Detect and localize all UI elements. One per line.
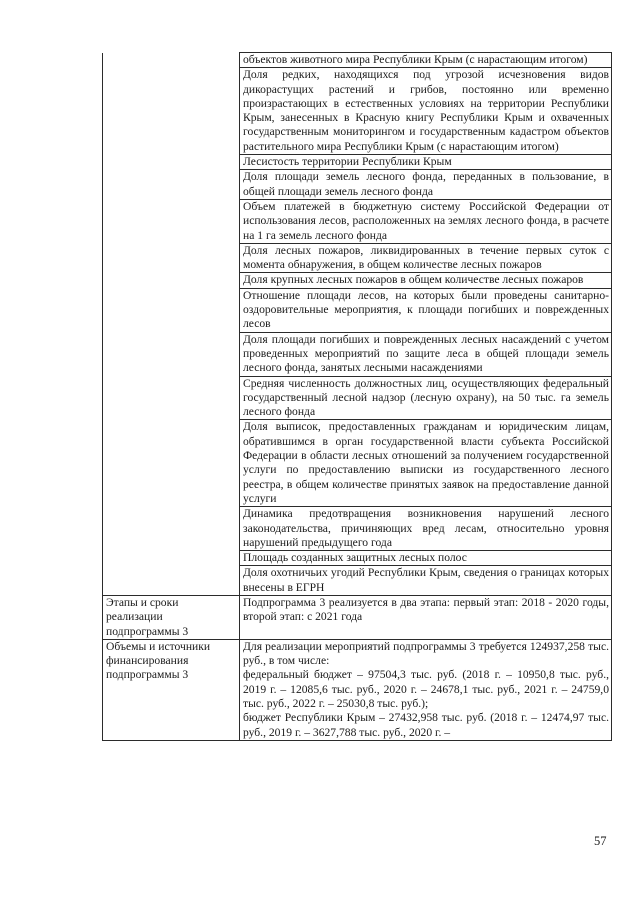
indicator-cell: Площадь созданных защитных лесных полос (240, 551, 612, 566)
indicator-cell: Доля площади погибших и поврежденных лесных насаждений с учетом проведенных мероприятий по защите леса в общей площади земель лесного фонда, занятых лесными насаждениями (240, 332, 612, 376)
indicator-cell: Средняя численность должностных лиц, осуществляющих федеральный государственный лесной надзор (лесную охрану), на 50 тыс. га земель лесного фонда (240, 376, 612, 420)
empty-label-cell (103, 155, 240, 170)
empty-label-cell (103, 273, 240, 288)
empty-label-cell (103, 551, 240, 566)
empty-label-cell (103, 53, 240, 68)
table-row (103, 53, 612, 68)
indicator-cell: Доля выписок, предоставленных гражданам и юридическим лицам, обратившимся в орган государственной власти субъекта Российской Федерации в области лесных отношений за получением государственной услуги по предоставлению выписки из государственного лесного реестра, в общем количестве принятых заявок на предоставление данной услуги (240, 420, 612, 507)
table-row (103, 243, 612, 273)
table-row (103, 288, 612, 332)
funding-intro: Для реализации мероприятий подпрограммы 3 требуется 124937,258 тыс. руб., в том числе: (243, 639, 609, 668)
table-row (103, 595, 612, 639)
empty-label-cell (103, 199, 240, 243)
indicator-cell: Доля охотничьих угодий Республики Крым, сведения о границах которых внесены в ЕГРН (240, 566, 612, 596)
indicator-cell: объектов животного мира Республики Крым (с нарастающим итогом) (240, 53, 612, 68)
indicator-cell: Доля редких, находящихся под угрозой исчезновения видов дикорастущих растений и грибов, постоянно или временно произрастающих в естественных условиях на территории Республики Крым, занесенных в Красную книгу Республики Крым и охваченных государственным мониторингом и государственным кадастром объектов растительного мира Республики Крым (с нарастающим итогом) (240, 68, 612, 155)
indicator-cell: Доля лесных пожаров, ликвидированных в течение первых суток с момента обнаружения, в общем количестве лесных пожаров (240, 243, 612, 273)
indicator-cell: Объем платежей в бюджетную систему Российской Федерации от использования лесов, расположенных на землях лесного фонда, в расчете на 1 га земель лесного фонда (240, 199, 612, 243)
funding-text (240, 639, 612, 740)
empty-label-cell (103, 332, 240, 376)
table-row (103, 566, 612, 596)
indicator-cell: Доля площади земель лесного фонда, переданных в пользование, в общей площади земель лесного фонда (240, 170, 612, 200)
indicator-cell: Отношение площади лесов, на которых были проведены санитарно-оздоровительные мероприятия, к площади погибших и поврежденных лесов (240, 288, 612, 332)
table-row (103, 68, 612, 155)
empty-label-cell (103, 170, 240, 200)
table-row (103, 420, 612, 507)
table-row (103, 273, 612, 288)
stages-label: Этапы и сроки реализации подпрограммы 3 (103, 595, 240, 639)
empty-label-cell (103, 288, 240, 332)
table-row (103, 199, 612, 243)
empty-label-cell (103, 566, 240, 596)
table-row (103, 639, 612, 740)
funding-federal: федеральный бюджет – 97504,3 тыс. руб. (2018 г. – 10950,8 тыс. руб., 2019 г. – 12085,6 тыс. руб., 2020 г. – 24678,1 тыс. руб., 2021 г. – 24759,0 тыс. руб., 2022 г. – 25030,8 тыс. руб.); (243, 668, 609, 711)
subprogram-passport-table (102, 52, 612, 741)
table-row (103, 332, 612, 376)
empty-label-cell (103, 420, 240, 507)
page-number: 57 (594, 834, 607, 848)
funding-label: Объемы и источники финансирования подпрограммы 3 (103, 639, 240, 740)
empty-label-cell (103, 507, 240, 551)
empty-label-cell (103, 243, 240, 273)
indicator-cell: Лесистость территории Республики Крым (240, 155, 612, 170)
funding-regional: бюджет Республики Крым – 27432,958 тыс. руб. (2018 г. – 12474,97 тыс. руб., 2019 г. – 3627,788 тыс. руб., 2020 г. – (243, 711, 609, 739)
empty-label-cell (103, 68, 240, 155)
table-row (103, 376, 612, 420)
empty-label-cell (103, 376, 240, 420)
table-row (103, 551, 612, 566)
table-row (103, 507, 612, 551)
table-row (103, 155, 612, 170)
stages-text: Подпрограмма 3 реализуется в два этапа: первый этап: 2018 - 2020 годы, второй этап: с 2021 года (240, 595, 612, 639)
table-row (103, 170, 612, 200)
indicator-cell: Доля крупных лесных пожаров в общем количестве лесных пожаров (240, 273, 612, 288)
indicator-cell: Динамика предотвращения возникновения нарушений лесного законодательства, причиняющих вред лесам, относительно уровня нарушений предыдущего года (240, 507, 612, 551)
